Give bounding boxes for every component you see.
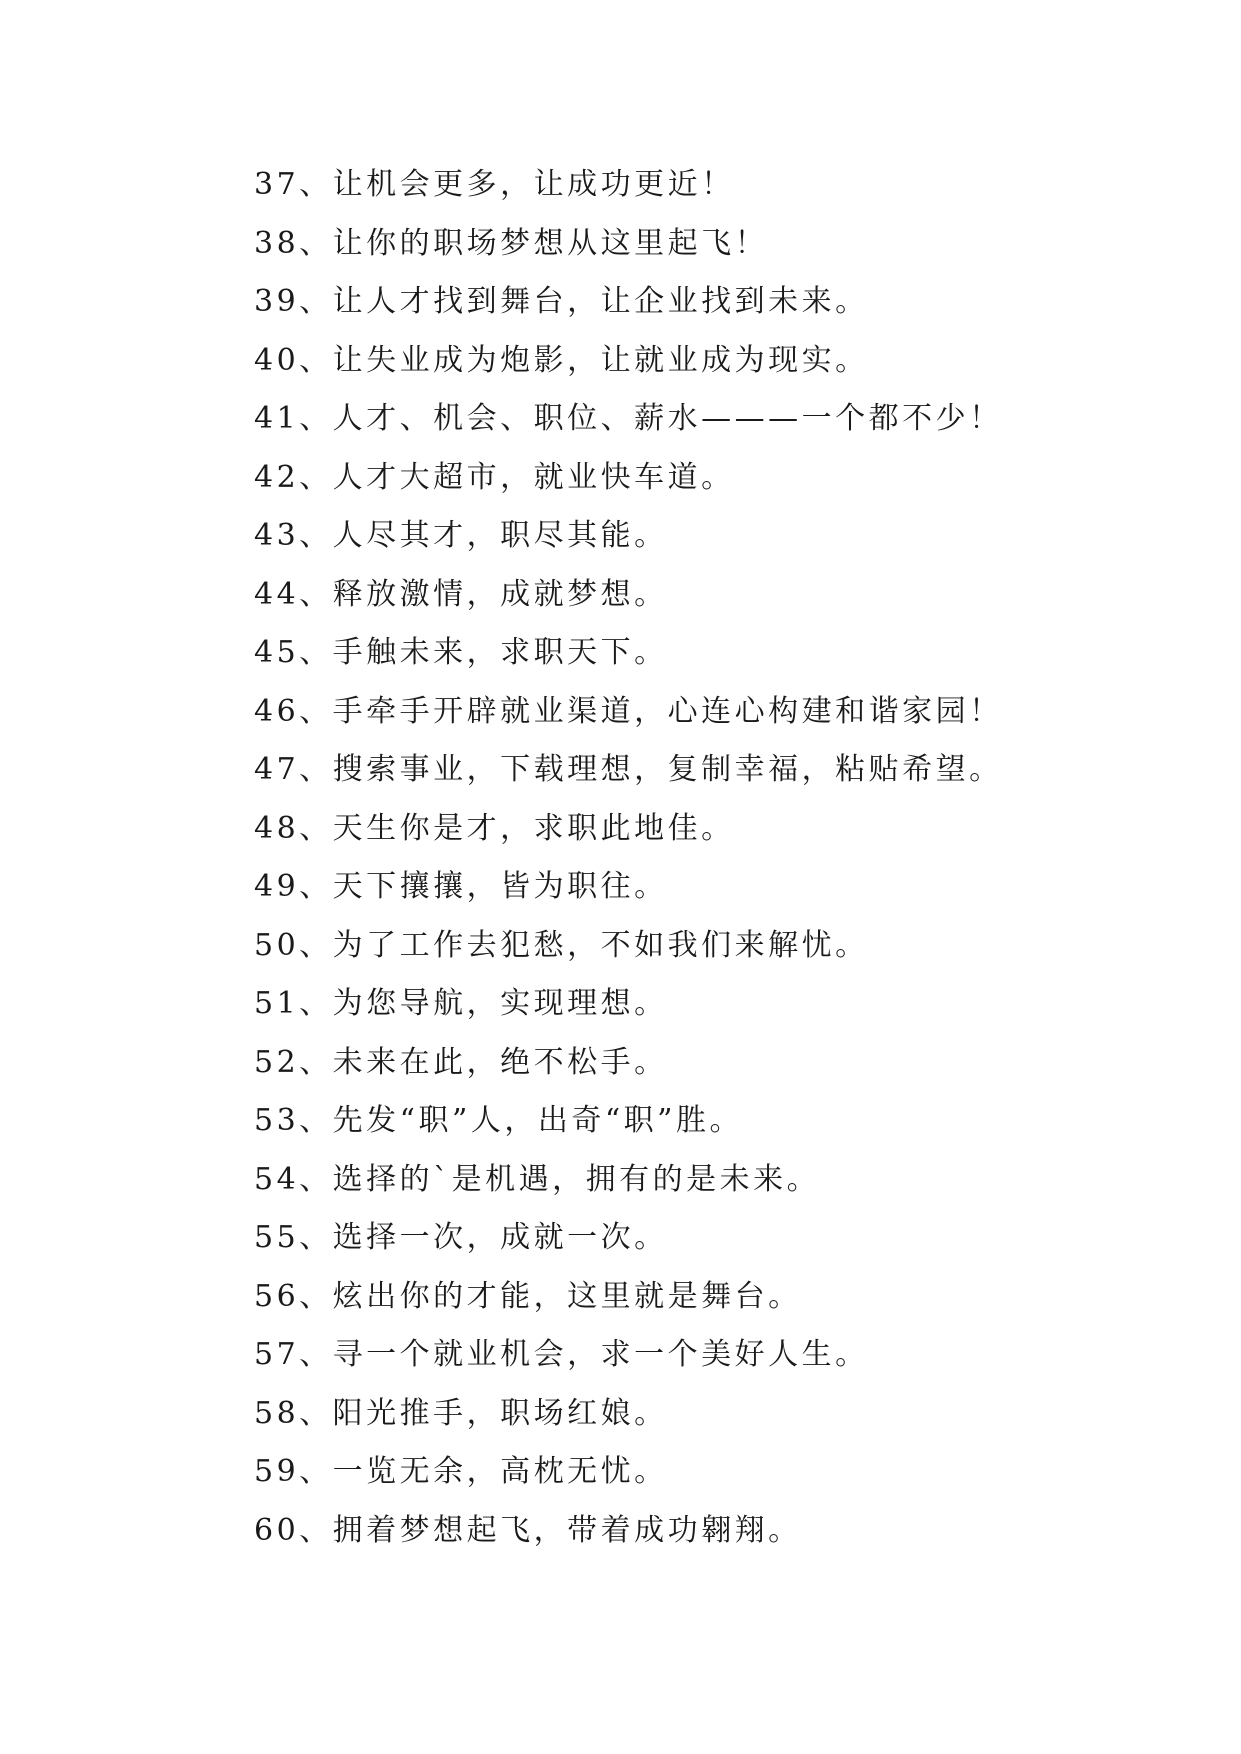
slogan-line: 58、阳光推手，职场红娘。: [254, 1395, 668, 1431]
slogan-list: [254, 156, 1154, 1560]
slogan-line: 52、未来在此，绝不松手。: [254, 1044, 668, 1080]
slogan-line: 60、拥着梦想起飞，带着成功翱翔。: [254, 1512, 802, 1548]
slogan-line: 42、人才大超市，就业快车道。: [254, 459, 735, 495]
slogan-line: 40、让失业成为炮影，让就业成为现实。: [254, 342, 869, 378]
slogan-line: 38、让你的职场梦想从这里起飞！: [254, 225, 769, 261]
slogan-line: 46、手牵手开辟就业渠道，心连心构建和谐家园！: [254, 693, 1003, 729]
slogan-line: 43、人尽其才，职尽其能。: [254, 518, 668, 553]
slogan-line: 45、手触未来，求职天下。: [254, 635, 668, 670]
slogan-line: 41、人才、机会、职位、薪水———一个都不少！: [254, 401, 1003, 436]
slogan-line: 57、寻一个就业机会，求一个美好人生。: [254, 1337, 869, 1372]
slogan-line: 47、搜索事业，下载理想，复制幸福，粘贴希望。: [254, 752, 1003, 787]
slogan-line: 56、炫出你的才能，这里就是舞台。: [254, 1278, 802, 1314]
slogan-line: 59、一览无余，高枕无忧。: [254, 1454, 668, 1489]
slogan-line: 49、天下攘攘，皆为职往。: [254, 869, 668, 904]
slogan-line: 50、为了工作去犯愁，不如我们来解忧。: [254, 927, 869, 963]
slogan-line: 39、让人才找到舞台，让企业找到未来。: [254, 284, 869, 319]
slogan-line: 51、为您导航，实现理想。: [254, 986, 668, 1021]
slogan-line: 37、让机会更多，让成功更近！: [254, 167, 735, 202]
slogan-line: 44、释放激情，成就梦想。: [254, 576, 668, 612]
slogan-line: 53、先发“职”人，出奇“职”胜。: [254, 1103, 744, 1138]
slogan-line: 54、选择的`是机遇，拥有的是未来。: [254, 1161, 821, 1197]
slogan-line: 48、天生你是才，求职此地佳。: [254, 810, 735, 846]
slogan-line: 55、选择一次，成就一次。: [254, 1220, 668, 1255]
